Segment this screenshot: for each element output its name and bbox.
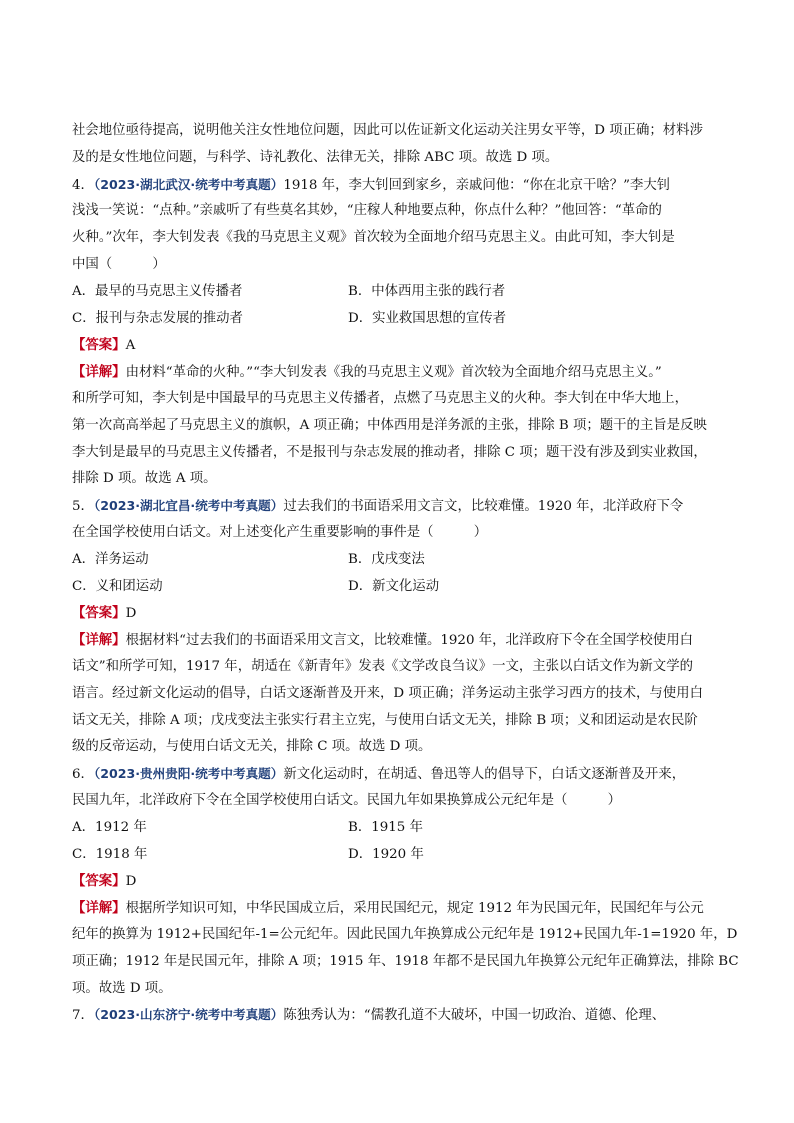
question-6 — [72, 761, 739, 1002]
answer-value: D — [125, 606, 137, 622]
detail-tag: 【详解】 — [72, 364, 126, 381]
answer-tag: 【答案】 — [72, 337, 126, 354]
option-a: A．最早的马克思主义传播者 — [72, 283, 243, 299]
option-a: A．洋务运动 — [72, 551, 149, 567]
question-stem: 1918 年，李大钊回到家乡，亲戚问他：“你在北京干啥？”李大钊 — [283, 177, 671, 193]
question-stem-line: 在全国学校使用白话文。对上述变化产生重要影响的事件是（ ） — [72, 524, 488, 540]
question-source: （2023·湖北宜昌·统考中考真题） — [93, 498, 284, 514]
answer-row — [72, 868, 723, 895]
option-c: C．报刊与杂志发展的推动者 — [72, 310, 243, 326]
detail-line: 话文无关，排除 A 项；戊戌变法主张实行君主立宪，与使用白话文无关，排除 B 项；义和团运动是农民阶 — [72, 712, 698, 728]
option-b: B．戊戌变法 — [348, 551, 425, 567]
detail-line: 话文”和所学可知，1917 年，胡适在《新青年》发表《文学改良刍议》一文，主张以白话文作为新文学的 — [72, 658, 693, 674]
question-stem-line: 浅浅一笑说：“点种。”亲戚听了有些莫名其妙，“庄稼人种地要点种，你点什么种？”他回答：“革命的 — [72, 203, 662, 219]
detail-line: 和所学可知，李大钊是中国最早的马克思主义传播者，点燃了马克思主义的火种。李大钊在中华大地上， — [72, 390, 688, 406]
question-stem: 过去我们的书面语采用文言文，比较难懂。1920 年，北洋政府下令 — [283, 499, 684, 515]
intro-line: 及的是女性地位问题，与科学、诗礼教化、法律无关，排除 ABC 项。故选 D 项。 — [72, 149, 559, 165]
detail-text: 根据材料“过去我们的书面语采用文言文，比较难懂。1920 年，北洋政府下令在全国学校使用白 — [125, 633, 693, 649]
detail-text: 由材料“革命的火种。”“李大钊发表《我的马克思主义观》首次较为全面地介绍马克思主义。” — [125, 365, 662, 381]
question-stem: 新文化运动时，在胡适、鲁迅等人的倡导下，白话文逐渐普及开来， — [283, 767, 686, 783]
option-a: A．1912 年 — [72, 819, 147, 835]
option-d: D．新文化运动 — [348, 578, 440, 594]
detail-line: 排除 D 项。故选 A 项。 — [72, 471, 217, 487]
question-number: 7． — [72, 1008, 94, 1024]
intro-line: 社会地位亟待提高，说明他关注女性地位问题，因此可以佐证新文化运动关注男女平等，D 项正确；材料涉 — [72, 123, 703, 138]
answer-value: A — [125, 338, 136, 354]
question-source: （2023·山东济宁·统考中考真题） — [93, 1007, 284, 1023]
detail-text: 根据所学知识可知，中华民国成立后，采用民国纪元，规定 1912 年为民国元年，民国纪年与公元 — [125, 901, 704, 917]
question-number: 5． — [72, 499, 94, 515]
option-d: D．1920 年 — [348, 846, 424, 862]
question-source: （2023·湖北武汉·统考中考真题） — [93, 176, 284, 192]
option-c: C．1918 年 — [72, 846, 148, 862]
detail-line: 项。故选 D 项。 — [72, 980, 172, 996]
answer-row — [72, 600, 723, 627]
answer-row — [72, 332, 723, 359]
option-c: C．义和团运动 — [72, 578, 163, 594]
detail-line: 语言。经过新文化运动的倡导，白话文逐渐普及开来，D 项正确；洋务运动主张学习西方的技术，与使用白 — [72, 685, 703, 701]
question-source: （2023·贵州贵阳·统考中考真题） — [93, 766, 284, 782]
detail-line: 项正确；1912 年是民国元年，排除 A 项；1915 年、1918 年都不是民国九年换算公元纪年正确算法，排除 BC — [72, 953, 739, 969]
answer-tag: 【答案】 — [72, 873, 126, 890]
question-stem-line: 民国九年，北洋政府下令在全国学校使用白话文。民国九年如果换算成公元纪年是（ ） — [72, 792, 622, 808]
question-number: 6． — [72, 767, 94, 783]
option-d: D．实业救国思想的宣传者 — [348, 310, 507, 326]
question-stem-line: 中国（ ） — [72, 256, 166, 272]
detail-line: 第一次高高举起了马克思主义的旗帜，A 项正确；中体西用是洋务派的主张，排除 B 项；题干的主旨是反映 — [72, 417, 707, 433]
detail-line: 纪年的换算为 1912+民国纪年-1=公元纪年。因此民国九年换算成公元纪年是 1912+民国九年-1=1920 年，D — [72, 926, 738, 942]
question-stem-line: 火种。”次年，李大钊发表《我的马克思主义观》首次较为全面地介绍马克思主义。由此可知，李大钊是 — [72, 230, 675, 246]
option-b: B．中体西用主张的践行者 — [348, 283, 506, 299]
document-page — [72, 118, 739, 1029]
question-7 — [72, 1002, 723, 1029]
answer-value: D — [125, 874, 137, 890]
option-b: B．1915 年 — [348, 819, 423, 835]
question-4 — [72, 172, 723, 494]
question-stem: 陈独秀认为：“儒教孔道不大破坏，中国一切政治、道德、伦理、 — [283, 1008, 666, 1024]
detail-tag: 【详解】 — [72, 632, 126, 649]
detail-tag: 【详解】 — [72, 900, 126, 917]
answer-tag: 【答案】 — [72, 605, 126, 622]
question-5 — [72, 493, 723, 761]
detail-line: 级的反帝运动，与使用白话文无关，排除 C 项。故选 D 项。 — [72, 739, 432, 755]
detail-line: 李大钊是最早的马克思主义传播者，不是报刊与杂志发展的推动者，排除 C 项；题干没有涉及到实业救国， — [72, 444, 707, 460]
question-number: 4． — [72, 177, 94, 193]
